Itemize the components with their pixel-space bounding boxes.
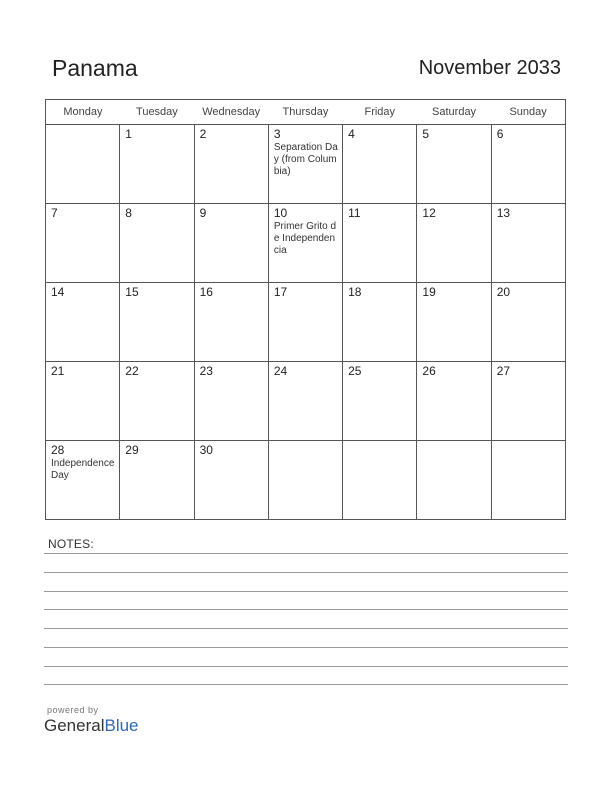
day-number: 21 [51,364,65,378]
weekday-saturday: Saturday [417,100,491,125]
day-cell [417,204,491,283]
note-line [44,591,568,592]
day-cell [120,204,194,283]
weekday-sunday: Sunday [491,100,565,125]
day-cell [120,283,194,362]
day-number: 3 [273,127,281,141]
day-number: 23 [199,364,213,378]
day-cell [46,362,120,441]
note-line [44,572,568,573]
day-cell [491,283,565,362]
note-line [44,684,568,685]
day-cell [46,441,120,520]
generalblue-logo [44,716,139,736]
day-number: 29 [125,443,139,457]
day-cell [46,125,120,204]
day-cell [194,204,268,283]
day-number: 18 [348,285,362,299]
week-row [46,125,566,204]
day-cell [417,362,491,441]
day-number: 25 [348,364,362,378]
brand-general: General [44,716,105,735]
day-number: 1 [125,127,132,141]
day-cell [194,125,268,204]
week-row [46,362,566,441]
day-number: 13 [496,206,511,220]
day-cell [46,204,120,283]
day-number: 27 [496,364,511,378]
day-number: 22 [125,364,139,378]
day-number: 15 [125,285,139,299]
holiday-label: Primer Grito de Independencia [273,221,337,256]
day-cell [268,441,342,520]
note-line [44,628,568,629]
day-number: 28 [51,443,65,457]
day-number: 24 [273,364,288,378]
note-line [44,666,568,667]
day-cell [491,204,565,283]
day-cell [268,204,342,283]
weekday-friday: Friday [343,100,417,125]
day-cell [417,441,491,520]
day-number: 8 [125,206,132,220]
note-line [44,609,568,610]
day-number: 6 [496,127,504,141]
day-number: 20 [496,285,511,299]
calendar-grid [45,99,566,520]
day-cell [417,283,491,362]
day-number: 14 [51,285,65,299]
weekday-wednesday: Wednesday [194,100,268,125]
day-cell [343,362,417,441]
holiday-label: Separation Day (from Columbia) [273,142,338,177]
day-cell [491,441,565,520]
day-cell [268,283,342,362]
day-cell [120,362,194,441]
brand-blue: Blue [104,716,139,735]
day-cell [343,204,417,283]
week-row [46,283,566,362]
day-number: 30 [199,443,213,457]
day-number: 16 [199,285,213,299]
day-number: 4 [348,127,355,141]
day-cell [194,441,268,520]
day-cell [491,125,565,204]
note-line [44,647,568,648]
day-number: 9 [199,206,207,220]
day-number: 10 [273,206,288,220]
day-cell [46,283,120,362]
day-cell [417,125,491,204]
day-cell [268,125,342,204]
weekday-monday: Monday [46,100,120,125]
week-row [46,204,566,283]
note-line [44,553,568,554]
weekday-header-row [46,100,566,125]
day-cell [194,283,268,362]
day-cell [343,125,417,204]
day-number: 11 [348,206,361,220]
day-number: 2 [199,127,207,141]
country-title: Panama [52,55,138,81]
week-row [46,441,566,520]
day-cell [491,362,565,441]
month-year-title: November 2033 [418,57,561,79]
day-number: 19 [422,285,436,299]
day-number: 17 [273,285,288,299]
day-cell [268,362,342,441]
day-cell [120,441,194,520]
notes-label: NOTES: [48,537,94,551]
weekday-thursday: Thursday [268,100,342,125]
day-number: 7 [51,206,58,220]
day-cell [343,441,417,520]
day-number: 26 [422,364,436,378]
holiday-label: Independence Day [51,458,115,481]
day-cell [343,283,417,362]
powered-by-text: powered by [47,705,99,715]
day-cell [120,125,194,204]
day-cell [194,362,268,441]
day-number: 5 [422,127,430,141]
day-number: 12 [422,206,436,220]
weekday-tuesday: Tuesday [120,100,194,125]
